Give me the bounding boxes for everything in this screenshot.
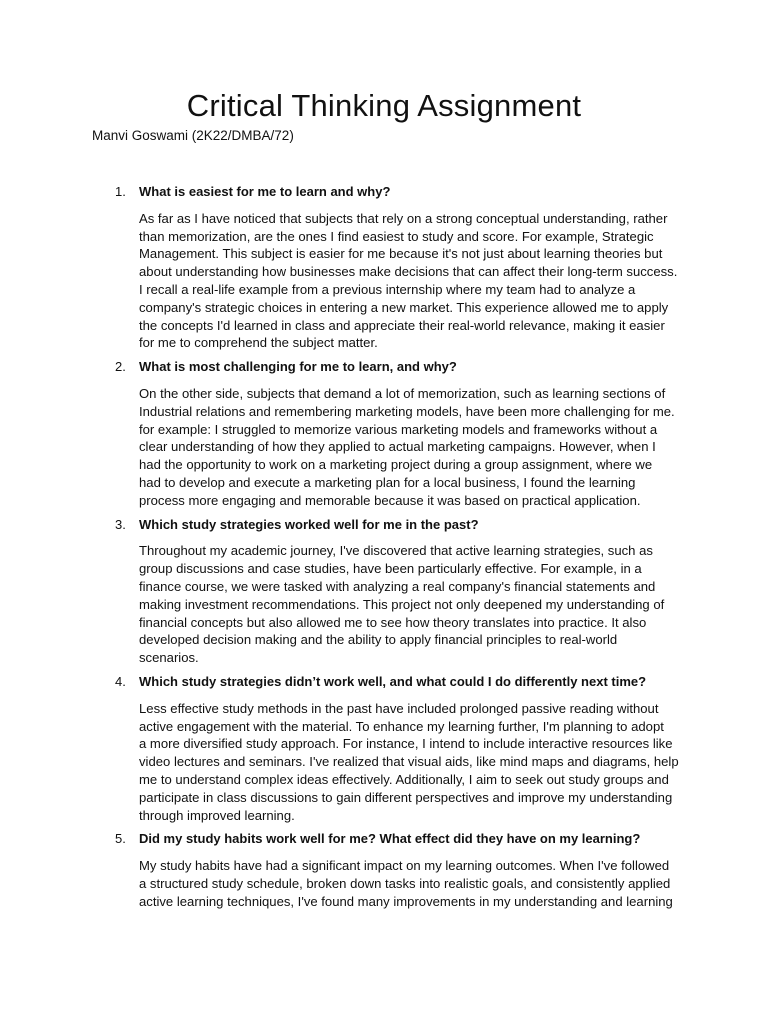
answer-line: the concepts I'd learned in class and appreciate their real-world relevance, making it easier [139,317,665,333]
question-list [92,183,692,916]
question-number: 2. [115,359,126,375]
question-number: 1. [115,184,126,199]
answer-line: process more engaging and memorable because it was based on practical application. [139,492,641,508]
answer-line: developed decision making and the ability to apply financial principles to real-world [139,632,618,648]
document-title: Critical Thinking Assignment [186,88,582,123]
answer-line: a structured study schedule, broken down tasks into realistic goals, and consistently applied [139,875,671,891]
answer-line: through improved learning. [139,807,295,823]
answer-line: My study habits have had a significant impact on my learning outcomes. When I've followed [139,858,670,874]
answer-line: scenarios. [139,650,199,666]
answer-paragraph [139,542,692,667]
question-item [92,673,692,824]
answer-line: active engagement with the material. To enhance my learning further, I'm planning to adopt [139,718,664,734]
question-item [92,358,692,509]
answer-line: participate in class discussions to gain different perspectives and improve my understanding [139,789,673,805]
answer-line: On the other side, subjects that demand a lot of memorization, such as learning sections of [139,385,666,401]
answer-line: Less effective study methods in the past have included prolonged passive reading without [139,700,659,716]
answer-paragraph [139,210,692,352]
answer-paragraph [139,700,692,825]
answer-line: a more diversified study approach. For instance, I intend to include interactive resources like [139,736,673,752]
question-number: 5. [115,831,126,847]
answer-line: Industrial relations and remembering marketing models, have been more challenging for me. [139,403,675,419]
answer-line: finance course, we were tasked with analyzing a real company's financial statements and [139,578,656,594]
answer-line: me to understand complex ideas effectively. Additionally, I aim to seek out study groups and [139,771,669,787]
question-heading: Which study strategies worked well for me in the past? [139,516,479,532]
answer-line: video lectures and seminars. I've realized that visual aids, like mind maps and diagrams, help [139,754,679,770]
answer-line: active learning techniques, I've found many improvements in my understanding and learning [139,893,673,909]
question-heading: What is most challenging for me to learn, and why? [139,359,457,375]
question-item [92,516,692,667]
answer-line: had to develop and execute a marketing plan for a local business, I found the learning [139,474,636,490]
answer-line: group discussions and case studies, have been particularly effective. For example, in a [139,561,642,577]
answer-line: about understanding how businesses make decisions that can affect their long-term success. [139,264,678,280]
question-heading: Did my study habits work well for me? What effect did they have on my learning? [139,831,641,847]
answer-paragraph [139,385,692,510]
answer-line: financial concepts but also allowed me to see how theory translates into practice. It also [139,614,647,630]
answer-line: Management. This subject is easier for me because it's not just about learning theories but [139,246,663,262]
question-heading: Which study strategies didn’t work well, and what could I do differently next time? [139,673,647,689]
answer-paragraph [139,857,692,910]
answer-line: had the opportunity to work on a marketing project during a group assignment, where we [139,457,653,473]
question-item [92,183,692,352]
answer-line: company's strategic choices in entering a new market. This experience allowed me to apply [139,299,669,315]
answer-line: for example: I struggled to memorize various marketing models and frameworks without a [139,421,658,437]
question-heading: What is easiest for me to learn and why? [139,184,391,199]
answer-line: Throughout my academic journey, I've discovered that active learning strategies, such as [139,543,653,559]
question-item [92,830,692,910]
answer-line: clear understanding of how they applied to actual marketing campaigns. However, when I [139,439,656,455]
answer-line: making investment recommendations. This project not only deepened my understanding of [139,596,665,612]
question-number: 4. [115,673,126,689]
answer-line: for me to comprehend the subject matter. [139,335,378,351]
answer-line: than memorization, are the ones I find easiest to study and score. For example, Strategic [139,228,654,244]
answer-line: I recall a real-life example from a previous internship where my team had to analyze a [139,281,636,297]
author-line: Manvi Goswami (2K22/DMBA/72) [92,128,294,143]
answer-line: As far as I have noticed that subjects that rely on a strong conceptual understanding, rather [139,210,668,226]
question-number: 3. [115,516,126,532]
